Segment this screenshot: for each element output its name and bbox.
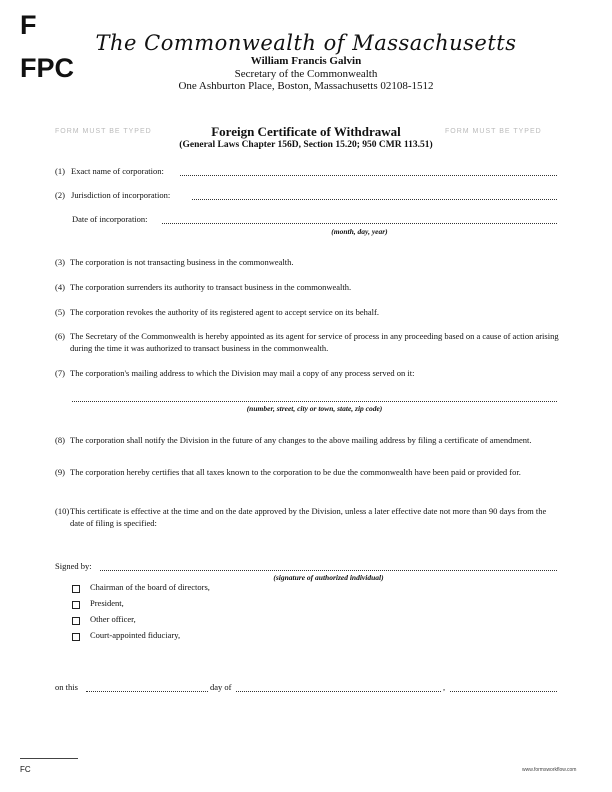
secretary-name: William Francis Galvin — [250, 55, 362, 67]
faint-note-left: FORM MUST BE TYPED — [55, 128, 152, 135]
checkbox-other-officer[interactable] — [72, 617, 80, 625]
jurisdiction-field[interactable] — [192, 190, 557, 200]
item-6-number: (6) — [55, 331, 65, 341]
day-of-label: day of — [210, 682, 232, 692]
item-7-text: The corporation's mailing address to which the Division may mail a copy of any process served on it: — [70, 368, 415, 378]
checkbox-president[interactable] — [72, 601, 80, 609]
item-1 — [55, 166, 164, 177]
item-1-number: (1) — [55, 166, 65, 176]
secretary-address: One Ashburton Place, Boston, Massachusetts 02108-1512 — [178, 80, 434, 92]
option-president-label: President, — [90, 598, 124, 608]
mailing-address-hint: (number, street, city or town, state, zip code) — [246, 404, 383, 413]
item-3-text: The corporation is not transacting business in the commonwealth. — [70, 257, 294, 267]
signed-by-label: Signed by: — [55, 561, 92, 571]
item-6-text: The Secretary of the Commonwealth is hereby appointed as its agent for service of process in any proceeding based on a cause of action arising during the time it was authorized to transact business in the commonwealth. — [70, 331, 559, 353]
on-this-label: on this — [55, 682, 78, 692]
form-subtitle: (General Laws Chapter 156D, Section 15.20; 950 CMR 113.51) — [179, 140, 433, 150]
item-2-number: (2) — [55, 190, 65, 200]
date-comma: , — [443, 682, 446, 692]
mailing-address-field[interactable] — [72, 392, 557, 402]
option-other-officer-label: Other officer, — [90, 614, 136, 624]
checkbox-fiduciary[interactable] — [72, 633, 80, 641]
option-chairman-label: Chairman of the board of directors, — [90, 582, 210, 592]
footer-rule — [20, 758, 78, 759]
form-code-long: FPC — [20, 53, 74, 83]
day-field[interactable] — [86, 682, 208, 692]
item-9-number: (9) — [55, 467, 65, 477]
year-field[interactable] — [450, 682, 557, 692]
signature-field[interactable] — [100, 561, 557, 571]
corporation-name-field[interactable] — [180, 166, 557, 176]
item-6 — [55, 330, 560, 354]
item-8-number: (8) — [55, 435, 65, 445]
item-4 — [55, 281, 560, 293]
item-4-text: The corporation surrenders its authority to transact business in the commonwealth. — [70, 282, 352, 292]
date-incorporation-hint: (month, day, year) — [331, 227, 388, 236]
item-7 — [55, 367, 560, 379]
item-2 — [55, 190, 170, 201]
item-3-number: (3) — [55, 257, 65, 267]
commonwealth-title: The Commonwealth of Massachusetts — [95, 31, 517, 55]
option-fiduciary-label: Court-appointed fiduciary, — [90, 630, 181, 640]
item-2-label: Jurisdiction of incorporation: — [71, 190, 171, 200]
item-1-label: Exact name of corporation: — [71, 166, 164, 176]
item-5-text: The corporation revokes the authority of its registered agent to accept service on its behalf. — [70, 307, 379, 317]
footer-website: www.formsworkflow.com — [522, 767, 577, 773]
faint-note-right: FORM MUST BE TYPED — [445, 128, 542, 135]
date-incorporation-field[interactable] — [162, 214, 557, 224]
item-9-text: The corporation hereby certifies that all taxes known to the corporation to be due the commonwealth have been paid or provided for. — [70, 467, 521, 477]
checkbox-chairman[interactable] — [72, 585, 80, 593]
item-10-number: (10) — [55, 506, 70, 516]
item-5-number: (5) — [55, 307, 65, 317]
month-field[interactable] — [236, 682, 441, 692]
item-10 — [55, 505, 560, 529]
form-title: Foreign Certificate of Withdrawal — [211, 124, 401, 139]
item-4-number: (4) — [55, 282, 65, 292]
secretary-title: Secretary of the Commonwealth — [234, 68, 378, 80]
date-incorporation-label: Date of incorporation: — [72, 214, 148, 224]
footer-form-code: FC — [20, 765, 31, 774]
item-8-text: The corporation shall notify the Division in the future of any changes to the above mailing address by filing a certificate of amendment. — [70, 435, 532, 445]
item-9 — [55, 466, 560, 478]
item-10-text: This certificate is effective at the time and on the date approved by the Division, unless a later effective date not more than 90 days from the date of filing is specified: — [70, 506, 547, 528]
item-3 — [55, 256, 560, 268]
item-7-number: (7) — [55, 368, 65, 378]
item-5 — [55, 306, 560, 318]
signature-hint: (signature of authorized individual) — [273, 573, 384, 582]
form-code-short: F — [20, 10, 37, 40]
item-8 — [55, 434, 560, 446]
